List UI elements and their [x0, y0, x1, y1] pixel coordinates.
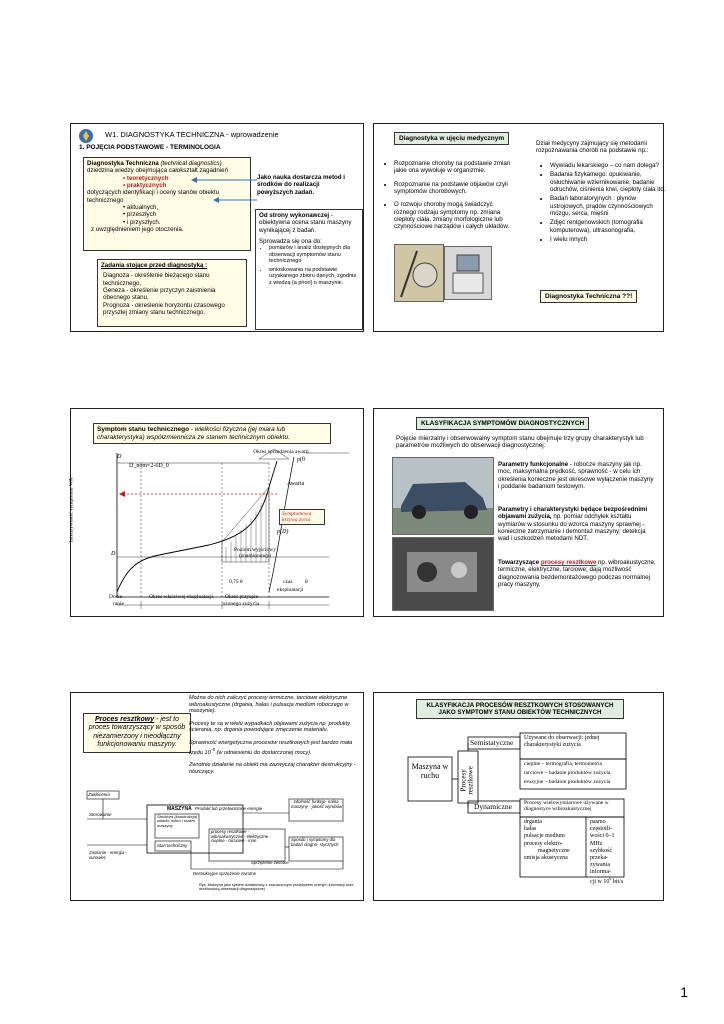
diag-maszyna: MASZYNA: [167, 806, 192, 812]
label-pD: p(D): [277, 529, 289, 535]
label-D: D: [117, 454, 122, 460]
label-awaria: Awaria: [287, 481, 305, 487]
medical-heading: Diagnostyka w ujęciu medycznym: [394, 132, 509, 145]
label-D0: D: [111, 551, 116, 557]
label-przyspieszonego-2: szonego zużycia: [223, 601, 260, 607]
label-przyspieszonego-1: Okres przyspie-: [225, 594, 260, 600]
slide-6: [373, 692, 664, 901]
param-funkcjonalne: Parametry funkcjonalne - robocze maszyny jak np. moc, maksymalna prędkość, sprawność - w celu ich określenia konieczne jest okresowe wyłączenie maszyny i poddanie badaniom testowym.: [498, 461, 654, 490]
slide-2: [373, 123, 664, 332]
definition-box: Diagnostyka Techniczna (technical diagnostics) dziedzina wiedzy obejmująca całokształt zagadnień • teoretycznych • praktycznych dotyczących identyfikacji i oceny stanów obiektu technicznego • aktualnych, • przeszłych • i przyszłych. z uwzględnieniem jego otoczenia.: [83, 157, 251, 251]
dynamiczne-label: Dynamiczne: [474, 802, 512, 811]
dyn-right-list: pasmo częstotli- wości 0–1 MHz szybkość przeka- zywania informa- cji w $10^6$ bit/s: [590, 819, 624, 885]
slide-3: [70, 408, 364, 617]
medical-right-intro: Dział medycyny zajmujący się metodami rozpoznawania chorób na podstawie np.:: [536, 140, 649, 155]
label-docieranie-1: Docie-: [109, 594, 124, 600]
car-photo: [392, 457, 494, 535]
label-okres-sprzedzenia: Okres sprzedzenia awarii: [253, 449, 309, 455]
diag-zaklocenia: Zakłócenia: [88, 792, 110, 797]
semi-row-4: erozyjne – badanie produktów zużycia: [524, 779, 611, 785]
dt-badge: Diagnostyka Techniczna ??!: [540, 290, 637, 303]
semi-row-2: cieplne – termografia, termometria: [524, 761, 602, 767]
semi-row-3: tarciowe – badanie produktów zużycia: [524, 770, 611, 776]
label-wlasciwej: Okres właściwej eksploatacji: [149, 594, 214, 600]
slide-1: [70, 123, 364, 332]
medical-methods-list: • Wywiadu lekarskiego – co nam dolega? • Badania fizykalnego: opukiwanie, osłuchiwanie wziernikowanie, badanie odruchów, ciśnienia krwi, ciepłoty ciała itd. • Badań laboratoryjnych : płynów ustrojowych, prądów czynnościowych mózgu, serca, mięśni • Zdjęć rentgenowskich (tomografia komputerowa), ultrasonografia, • I wielu innych: [540, 162, 668, 245]
label-eksploatacji: eksploatacji: [277, 587, 304, 593]
param-resztkowe: Towarzyszące procesy resztkowe np. wibroakustyczne, termiczne, elektryczne, tarciowe; dają możliwość diagnozowania bezdemontażowego podczas normalnej pracy maszyny.: [498, 559, 656, 588]
logo-icon: [78, 128, 94, 144]
zadania-box: Zadania stojące przed diagnostyką : Diagnoza - określenie bieżącego stanu technicznego, Geneza - określenie przyczyn zaistnienia obecnego stanu, Prognoza - określenie horyzontu czasowego przyszłej zmiany stanu technicznego.: [97, 259, 247, 327]
dyn-row-1: Procesy wielowymiarowe używane w diagnostyce wibroakustycznej: [524, 800, 609, 813]
engine-photo: [392, 537, 494, 611]
diag-sposob: Sposób i symptomy dla badań diagno- stycznych: [291, 837, 339, 847]
life-curve-diagram: [79, 447, 359, 613]
page-number: 1: [680, 984, 688, 1000]
label-poziom: Poziom wyjściowy (znamionowy): [233, 547, 276, 559]
label-pth: p(θ: [297, 457, 305, 463]
diag-destr: Destrukcyjne sprzężenie zwrotne: [193, 871, 257, 876]
wykonawcza-box: Od strony wykonawczej - obiektywna ocena stanu maszyny wynikającej z badań. Sprowadza się ona do: • pomiarów i analiz dostępnych dla obserwacji symptomów stanu technicznego • wnioskowania na podstawie uzyskanego zbioru danych, zgodnie z wiedzą (a priori) o maszynie.: [255, 209, 363, 330]
section-title: 1. POJĘCIA PODSTAWOWE - TERMINOLOGIA: [79, 144, 221, 151]
maszyna-w-ruchu: Maszyna w ruchu: [411, 762, 449, 781]
nauka-note: Jako nauka dostarcza metod i środków do realizacji powyższych zadań.: [257, 174, 346, 196]
figure-caption: Rys. Maszyna jako system działaniowy z zaznaczonym przepływem energii i informacji oraz możliwością obserwacji diagnostycznej: [199, 883, 354, 892]
diag-produkt: Produkt lub przetworzone energie: [195, 806, 263, 811]
slide-4: [373, 408, 664, 617]
label-docieranie-2: ranie: [113, 601, 124, 607]
label-czas: czas: [283, 579, 293, 585]
label-theta: θ: [305, 579, 308, 585]
diag-sprzezenie: Sprzężenie zwrotne: [251, 860, 289, 865]
y-axis-label: Intensywność symptomu WA: [68, 477, 75, 543]
semistatyczne-label: Semistatyczne: [470, 738, 514, 747]
diag-struktura: Struktura (konstrukcja) układu, mikro i makro maszyny: [157, 814, 198, 828]
proces-resztkowy-box: Proces resztkowy - jest to proces towarzyszący w sposób niezamierzony i nieodłączny funkcjonowaniu maszyny.: [83, 713, 191, 753]
medical-photo-2: [444, 246, 492, 300]
arrow-icon: [191, 176, 259, 204]
param-zuzycia: Parametry i charakterystyki będące bezpośrednimi objawami zużycia, np. pomiar odchyłek kształtu wymiarów w stosunku do wzorca maszyny sprawnej - konieczne zatrzymanie i demontaż maszyny; detekcja wad i uszkodzeń metodami NDT.: [498, 506, 648, 543]
klasyfikacja-heading: KLASYFIKACJA SYMPTOMÓW DIAGNOSTYCZNYCH: [416, 417, 589, 430]
diag-sterowanie: Sterowanie: [89, 812, 112, 817]
label-075: 0,75 θ: [229, 579, 243, 585]
diag-procesy: procesy resztkowe - wibroakustyczne - elektryczne - cieplne - tarciowe - inne: [211, 829, 271, 844]
procesy-resztkowe-label: Procesy resztkowe: [459, 766, 475, 795]
label-symptomowa: Symptomowa krzywa życia: [279, 509, 325, 525]
klasyfikacja-intro: Pojęcie mierzalny i obserwowalny symptom stanu obejmuje trzy grupy charakterystyk lub parametrów możliwych do obserwacji diagnostycznej:: [396, 435, 644, 450]
diag-stan: Stan techniczny: [157, 843, 188, 848]
slide-5: [70, 692, 364, 901]
resztkowy-text: Można do nich zaliczyć procesy termiczne, tarciowe elektryczne wibroakustyczne (drgania, hałas i pulsacja medium roboczego w maszynie). Procesy te są w wielu wypadkach objawami zużycia np. produkty ścierania, np. drgania powodujące zmęczenie materiału. Sprawność energetyczna procesów resztkowych jest bardzo mała rzędu $10^{-5}$ (w odniesieniu do dostarczonej mocy). Zwrotnie działanie na obiekt ma zazwyczaj charakter destrukcyjny - niszczący.: [189, 695, 356, 775]
procesy-heading: KLASYFIKACJA PROCESÓW RESZTKOWYCH STOSOWANYCH JAKO SYMPTOMY STANU OBIEKTÓW TECHNICZNYCH: [416, 699, 624, 719]
slide-title: W1. DIAGNOSTYKA TECHNICZNA - wprowadzenie: [105, 130, 279, 139]
semi-row-1: Używane do obserwacji: jednej charakterystyki zużycia: [524, 735, 600, 748]
diag-zasilanie: Zasilanie - energia - surowiec: [89, 850, 127, 860]
label-dnom: D_nom=2-6D_0: [129, 463, 169, 469]
diag-zdolnosc: - zdolność funkcjo- nalna maszyny - jakość wyrobów: [291, 799, 343, 809]
dyn-left-list: drgania hałas pulsacje medium procesy elektro- magnetyczne emisja akustyczna: [524, 819, 570, 861]
medical-photo-1: [394, 244, 444, 302]
symptom-definition: Symptom stanu technicznego - wielkości fizyczna (jej miara lub charakterystyka) współzmiennicza ze stanem technicznym obiektu.: [93, 423, 331, 444]
medical-list: • Rozpoznanie choroby na podstawie zmian jakie ona wywołuje w organizmie. • Rozpoznanie na podstawie objawów czyli symptomów chorobowych. • O rozwoju choroby mogą świadczyć różnego rodzaju symptomy np. zmiana ciepłoty ciała, zmiany morfologiczne lub czynnościowe narządów i całych układów.: [384, 160, 516, 233]
